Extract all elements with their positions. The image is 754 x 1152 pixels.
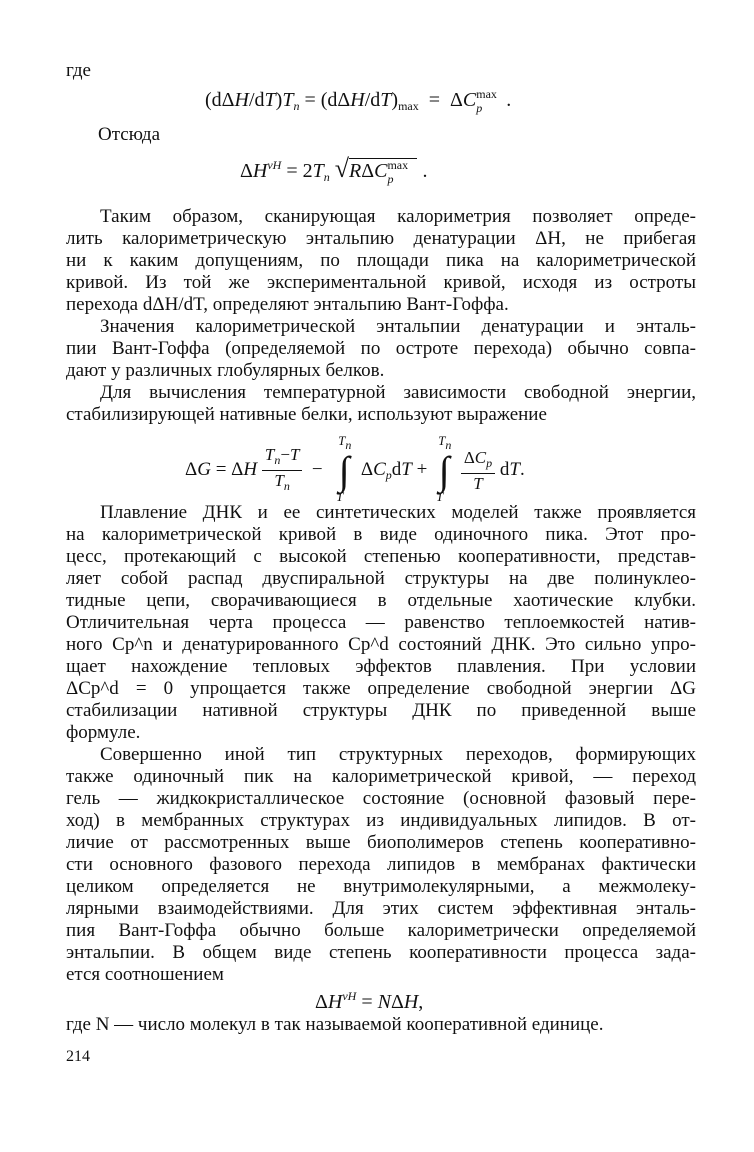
paragraph-3-line-2: стабилизирующей нативные белки, используют выражение [66,404,547,425]
paragraph-4-line-10: стабилизации нативной структуры ДНК по приведенной выше [66,700,696,721]
paragraph-5-line-5: личие от рассмотренных выше биополимеров степень кооперативно- [66,832,696,853]
formula-1: $(d\Delta H/dT)T_n = (d\Delta H/dT)_{max} = \Delta C$ max p . [205,87,512,115]
paragraph-4-line-3: цесс, протекающий с высокой степенью кооперативности, представ- [66,546,696,567]
otsyuda-word: Отсюда [98,124,161,145]
paragraph-4-line-1: Плавление ДНК и ее синтетических моделей также проявляется [100,502,696,523]
intro-word: где [66,60,91,81]
paragraph-2-line-2: пии Вант-Гоффа (определяемой по остроте перехода) обычно совпа- [66,338,696,359]
page-number: 214 [66,1048,90,1065]
paragraph-4-line-9: ΔCp^d = 0 упрощается также определение свободной энергии ΔG [66,678,696,699]
paragraph-4-line-2: на калориметрической кривой в виде одиночного пика. Этот про- [66,524,696,545]
paragraph-1-line-4: кривой. Из той же экспериментальной кривой, исходя из остроты [66,272,696,293]
paragraph-2-line-1: Значения калориметрической энтальпии денатурации и энталь- [100,316,696,337]
paragraph-5-line-7: целиком определяется не внутримолекулярными, а межмолеку- [66,876,696,897]
paragraph-5-line-8: лярными взаимодействиями. Для этих систем эффективная энталь- [66,898,696,919]
paragraph-5-line-10: энтальпии. В общем виде степень кооперативности процесса зада- [66,942,696,963]
paragraph-1-line-5: перехода dΔH/dT, определяют энтальпию Вант-Гоффа. [66,294,509,315]
final-line: где N — число молекул в так называемой кооперативной единице. [66,1014,604,1035]
paragraph-4-line-8: щает нахождение тепловых эффектов плавления. При условии [66,656,696,677]
paragraph-5-line-6: сти основного фазового перехода липидов в мембранах фактически [66,854,696,875]
paragraph-1-line-1: Таким образом, сканирующая калориметрия позволяет опреде- [100,206,696,227]
paragraph-1-line-2: лить калориметрическую энтальпию денатурации ΔH, не прибегая [66,228,696,249]
paragraph-3-line-1: Для вычисления температурной зависимости свободной энергии, [100,382,696,403]
paragraph-5-line-4: ход) в мембранных структурах из индивидуальных липидов. В от- [66,810,696,831]
paragraph-5-line-3: гель — жидкокристаллическое состояние (основной фазовый пере- [66,788,696,809]
paragraph-4-line-4: ляет собой распад двуспиральной структуры на две полинуклео- [66,568,696,589]
paragraph-4-line-7: ного Cp^n и денатурированного Cp^d состояний ДНК. Это сильно упро- [66,634,696,655]
formula-3: ΔG = ΔH $\frac{T_n-T}{T_n}$ − Tn ∫ T $\Delta C_pdT$ + Tn ∫ T $\frac{\Delta C_p}{T}$ dT. [185,432,525,504]
paragraph-5-line-1: Совершенно иной тип структурных переходов, формирующих [100,744,696,765]
paragraph-5-line-9: пия Вант-Гоффа обычно больше калориметрически определяемой [66,920,696,941]
paragraph-4-line-11: формуле. [66,722,141,743]
paragraph-5-line-11: ется соотношением [66,964,224,985]
formula-4: $\Delta H^{vH} = N\Delta H$, [315,989,424,1013]
paragraph-4-line-5: тидные цепи, сворачивающиеся в отдельные хаотические клубки. [66,590,696,611]
paragraph-2-line-3: дают у различных глобулярных белков. [66,360,385,381]
paragraph-1-line-3: ни к каким допущениям, по площади пика на калориметрической [66,250,696,271]
formula-2: $\Delta H^{vH} = 2T_n$ √RΔC max p . [240,154,428,186]
paragraph-5-line-2: также одиночный пик на калориметрической кривой, — переход [66,766,696,787]
paragraph-4-line-6: Отличительная черта процесса — равенство теплоемкостей натив- [66,612,696,633]
